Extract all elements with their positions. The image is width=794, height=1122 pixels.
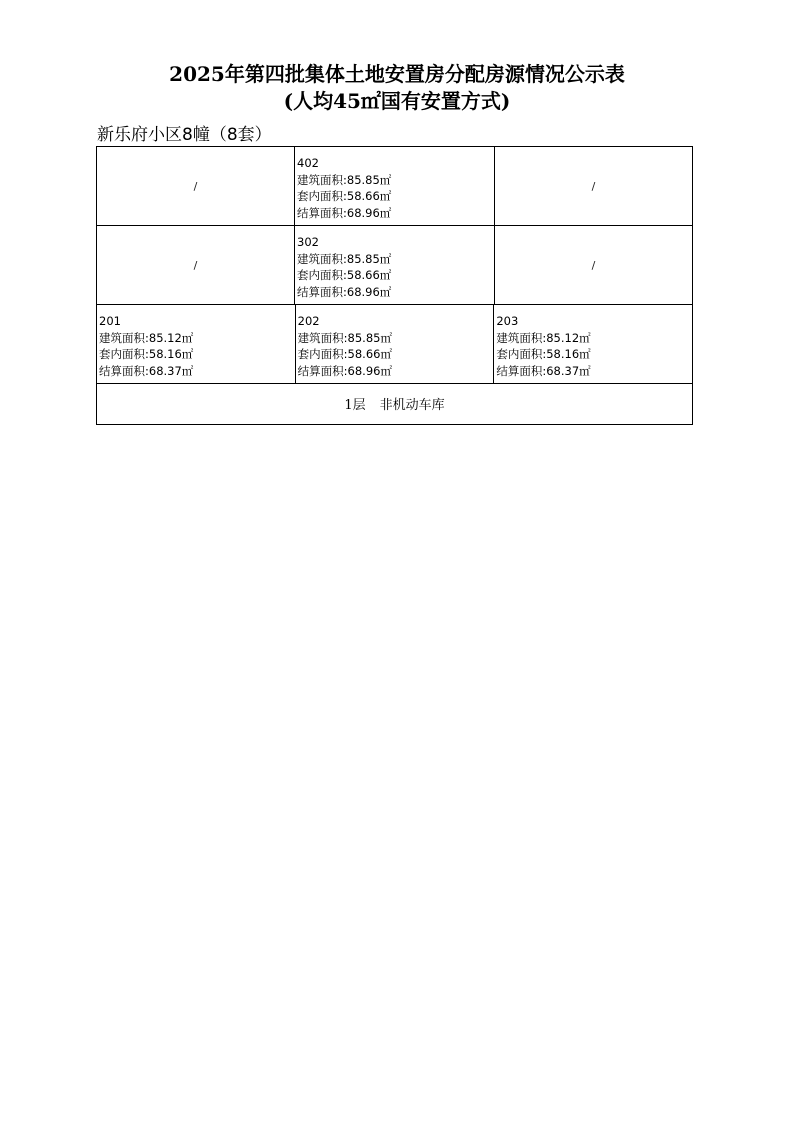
unit-number: 201 bbox=[99, 314, 121, 328]
settle-area: 结算面积:68.96㎡ bbox=[297, 205, 392, 220]
building-area: 建筑面积:85.85㎡ bbox=[297, 172, 392, 187]
settle-area: 结算面积:68.96㎡ bbox=[297, 363, 392, 378]
table-row-floor-3 bbox=[97, 226, 692, 305]
floor-description: 非机动车库 bbox=[379, 398, 445, 413]
inner-area: 套内面积:58.16㎡ bbox=[99, 347, 194, 361]
section-title: 新乐府小区8幢（8套） bbox=[97, 125, 272, 145]
inner-area: 套内面积:58.16㎡ bbox=[496, 347, 591, 361]
settle-area: 结算面积:68.37㎡ bbox=[99, 363, 194, 378]
building-area: 建筑面积:85.85㎡ bbox=[297, 251, 392, 266]
empty-cell bbox=[494, 226, 692, 304]
inner-area: 套内面积:58.66㎡ bbox=[297, 268, 392, 282]
document-title: 2025年第四批集体土地安置房分配房源情况公示表 bbox=[169, 62, 625, 86]
empty-mark: / bbox=[193, 258, 198, 272]
building-area: 建筑面积:85.85㎡ bbox=[297, 330, 392, 345]
unit-cell-201 bbox=[97, 305, 295, 383]
empty-cell bbox=[97, 226, 294, 304]
inner-area: 套内面积:58.66㎡ bbox=[297, 347, 392, 361]
settle-area: 结算面积:68.37㎡ bbox=[496, 363, 591, 378]
empty-cell bbox=[97, 147, 294, 225]
empty-cell bbox=[494, 147, 692, 225]
inner-area: 套内面积:58.66㎡ bbox=[297, 189, 392, 203]
unit-number: 202 bbox=[297, 314, 320, 328]
unit-cell-203 bbox=[493, 305, 692, 383]
table-row-floor-2 bbox=[97, 305, 692, 384]
unit-cell-302 bbox=[294, 226, 494, 304]
building-area: 建筑面积:85.12㎡ bbox=[496, 330, 591, 345]
empty-mark: / bbox=[193, 179, 198, 193]
floor-label: 1层 bbox=[344, 398, 366, 413]
table-row-floor-1 bbox=[97, 384, 692, 423]
ground-floor-cell bbox=[97, 384, 692, 423]
unit-number: 302 bbox=[297, 235, 319, 249]
empty-mark: / bbox=[591, 258, 596, 272]
unit-cell-402 bbox=[294, 147, 494, 225]
unit-number: 402 bbox=[297, 156, 319, 170]
unit-cell-202 bbox=[295, 305, 494, 383]
table-row-floor-4 bbox=[97, 147, 692, 226]
unit-number: 203 bbox=[496, 314, 519, 328]
document-subtitle: (人均45㎡国有安置方式) bbox=[283, 89, 511, 113]
housing-table bbox=[96, 146, 693, 425]
building-area: 建筑面积:85.12㎡ bbox=[99, 330, 194, 345]
empty-mark: / bbox=[591, 179, 596, 193]
settle-area: 结算面积:68.96㎡ bbox=[297, 284, 392, 299]
